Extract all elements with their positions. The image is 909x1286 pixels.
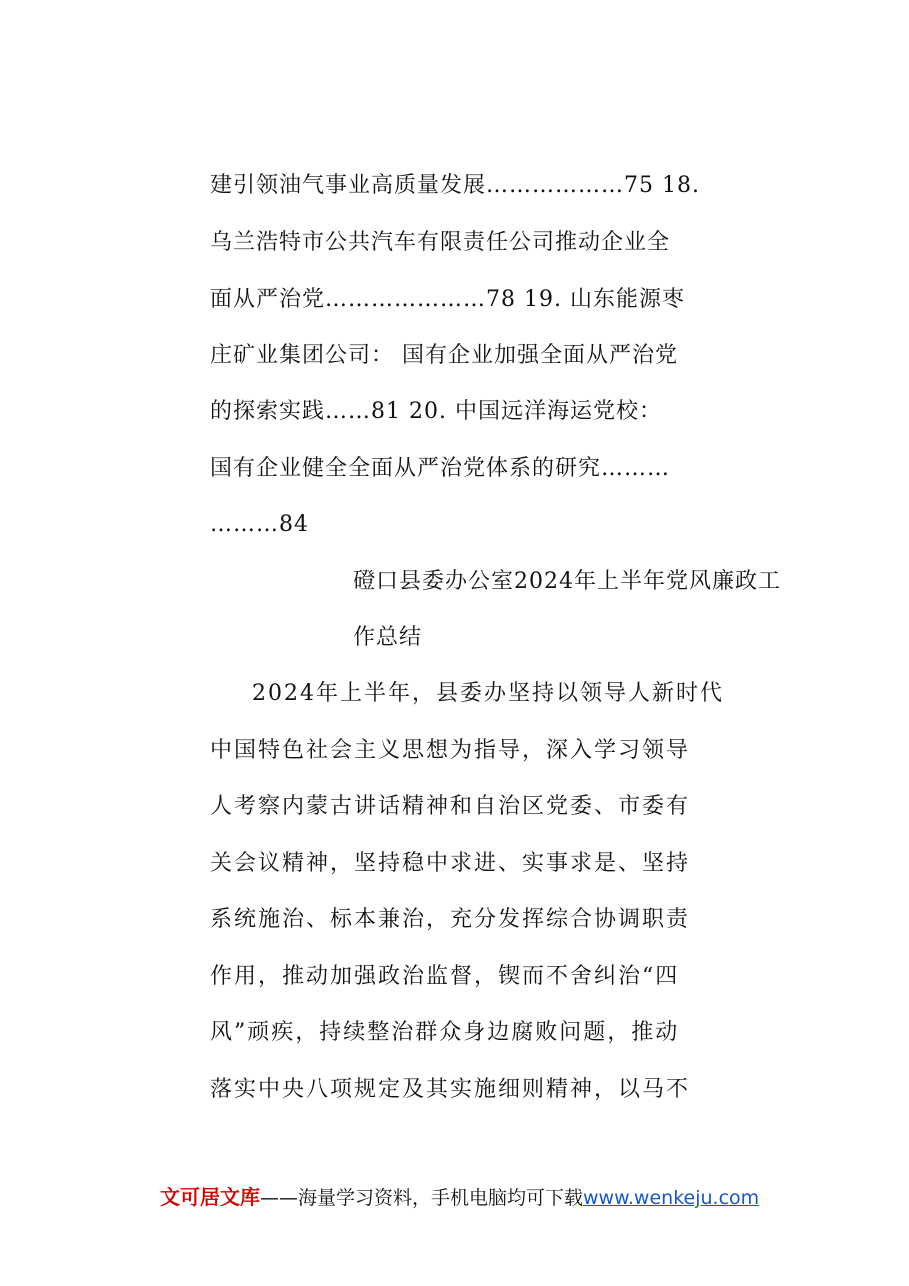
body-line: 2024年上半年，县委办坚持以领导人新时代	[252, 681, 724, 706]
body-line: 人考察内蒙古讲话精神和自治区党委、市委有	[210, 794, 691, 819]
body-line: 系统施治、标本兼治，充分发挥综合协调职责	[210, 907, 691, 932]
body-line: 关会议精神，坚持稳中求进、实事求是、坚持	[210, 851, 691, 876]
toc-line: ………84	[210, 512, 309, 537]
article-title-line-1: 磴口县委办公室2024年上半年党风廉政工	[353, 569, 781, 594]
article-title-line-2: 作总结	[353, 625, 423, 650]
footer-dash: ——	[260, 1187, 298, 1209]
brand-logo-text: 文可居文库	[160, 1185, 260, 1209]
body-line: 作用，推动加强政治监督，锲而不舍纠治“四	[210, 964, 680, 989]
footer-tagline: 海量学习资料，手机电脑均可下载	[298, 1187, 584, 1209]
body-line: 风”顽疾，持续整治群众身边腐败问题，推动	[210, 1020, 680, 1045]
body-line: 落实中央八项规定及其实施细则精神，以马不	[210, 1077, 691, 1102]
toc-line: 面从严治党…………………78 19. 山东能源枣	[210, 287, 685, 312]
toc-line: 建引领油气事业高质量发展………………75 18.	[210, 173, 700, 198]
toc-line: 庄矿业集团公司： 国有企业加强全面从严治党	[210, 343, 678, 368]
body-line: 中国特色社会主义思想为指导，深入学习领导	[210, 738, 691, 763]
toc-line: 乌兰浩特市公共汽车有限责任公司推动企业全	[210, 230, 671, 255]
website-link[interactable]: www.wenkeju.com	[583, 1187, 760, 1209]
toc-line: 国有企业健全全面从严治党体系的研究………	[210, 456, 671, 481]
toc-line: 的探索实践……81 20. 中国远洋海运党校：	[210, 399, 662, 424]
footer-banner	[160, 1184, 759, 1211]
